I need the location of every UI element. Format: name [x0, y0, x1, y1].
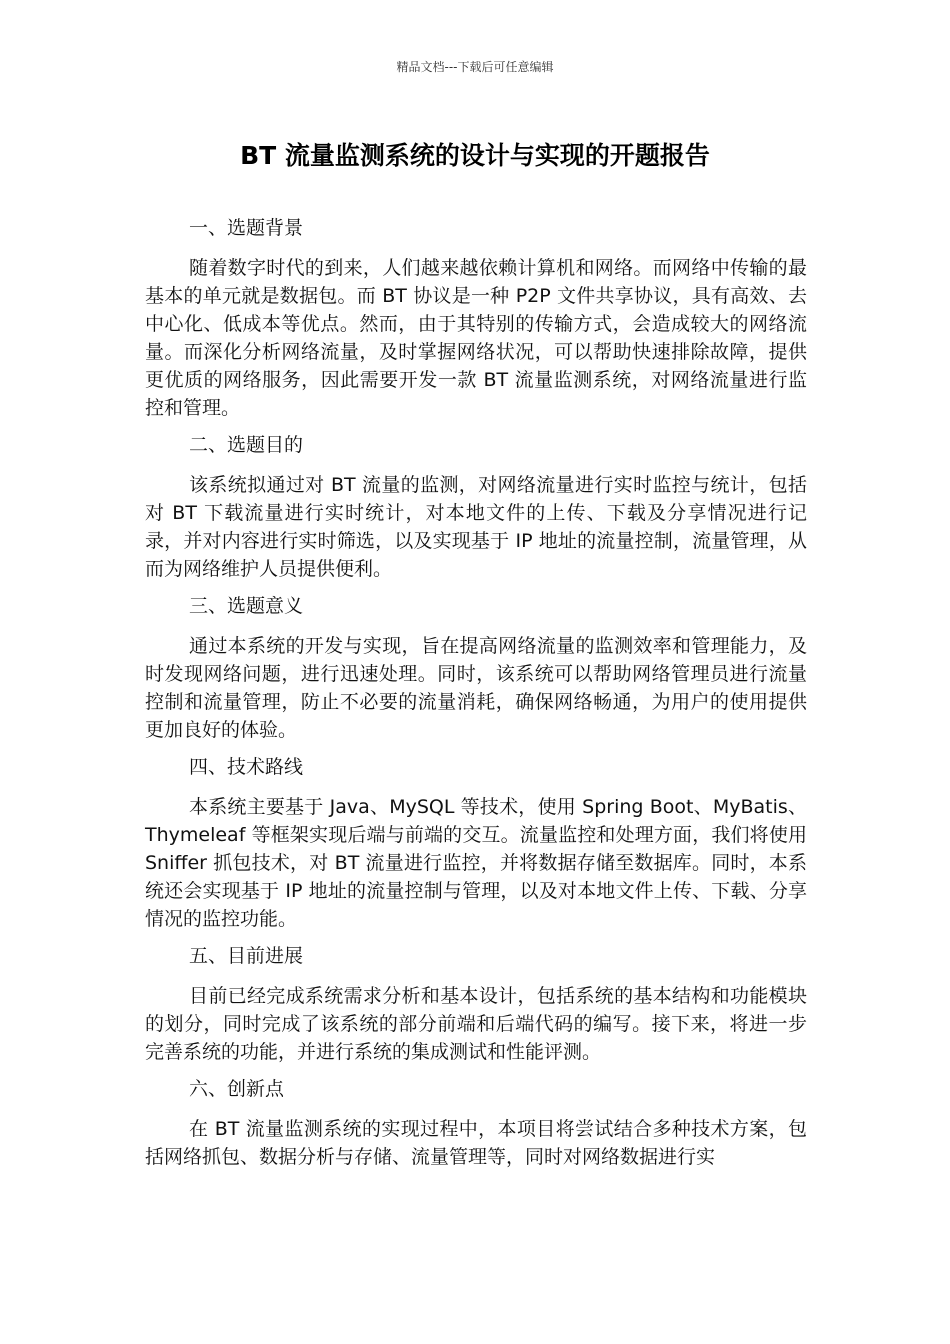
section-heading: 二、选题目的 [189, 434, 304, 456]
document-body [145, 214, 807, 1180]
section-progress [145, 942, 807, 1066]
section-paragraph: 目前已经完成系统需求分析和基本设计，包括系统的基本结构和功能模块的划分，同时完成了该系统的部分前端和后端代码的编写。接下来，将进一步完善系统的功能，并进行系统的集成测试和性能评测。 [145, 985, 807, 1063]
section-paragraph: 该系统拟通过对 BT 流量的监测，对网络流量进行实时监控与统计，包括对 BT 下载流量进行实时统计，对本地文件的上传、下载及分享情况进行记录，并对内容进行实时筛选，以及实现基于 IP 地址的流量控制，流量管理，从而为网络维护人员提供便利。 [145, 474, 807, 580]
section-heading: 六、创新点 [189, 1078, 285, 1100]
section-technical-route [145, 753, 807, 933]
section-purpose [145, 431, 807, 583]
section-paragraph: 随着数字时代的到来，人们越来越依赖计算机和网络。而网络中传输的最基本的单元就是数据包。而 BT 协议是一种 P2P 文件共享协议，具有高效、去中心化、低成本等优点。然而，由于其特别的传输方式，会造成较大的网络流量。而深化分析网络流量，及时掌握网络状况，可以帮助快速排除故障，提供更优质的网络服务，因此需要开发一款 BT 流量监测系统，对网络流量进行监控和管理。 [145, 257, 807, 419]
section-innovation [145, 1075, 807, 1171]
section-background [145, 214, 807, 422]
section-heading: 五、目前进展 [189, 945, 304, 967]
page-header-watermark: 精品文档---下载后可任意编辑 [396, 60, 554, 74]
section-paragraph: 通过本系统的开发与实现，旨在提高网络流量的监测效率和管理能力，及时发现网络问题，进行迅速处理。同时，该系统可以帮助网络管理员进行流量控制和流量管理，防止不必要的流量消耗，确保网络畅通，为用户的使用提供更加良好的体验。 [145, 635, 807, 741]
section-heading: 一、选题背景 [189, 217, 304, 239]
section-heading: 三、选题意义 [189, 595, 304, 617]
section-paragraph: 本系统主要基于 Java、MySQL 等技术，使用 Spring Boot、MyBatis、Thymeleaf 等框架实现后端与前端的交互。流量监控和处理方面，我们将使用 Sniffer 抓包技术，对 BT 流量进行监控，并将数据存储至数据库。同时，本系统还会实现基于 IP 地址的流量控制与管理，以及对本地文件上传、下载、分享情况的监控功能。 [145, 796, 807, 930]
section-heading: 四、技术路线 [189, 756, 304, 778]
document-title: BT 流量监测系统的设计与实现的开题报告 [240, 141, 710, 170]
section-paragraph: 在 BT 流量监测系统的实现过程中，本项目将尝试结合多种技术方案，包括网络抓包、数据分析与存储、流量管理等，同时对网络数据进行实 [145, 1118, 807, 1168]
section-significance [145, 592, 807, 744]
